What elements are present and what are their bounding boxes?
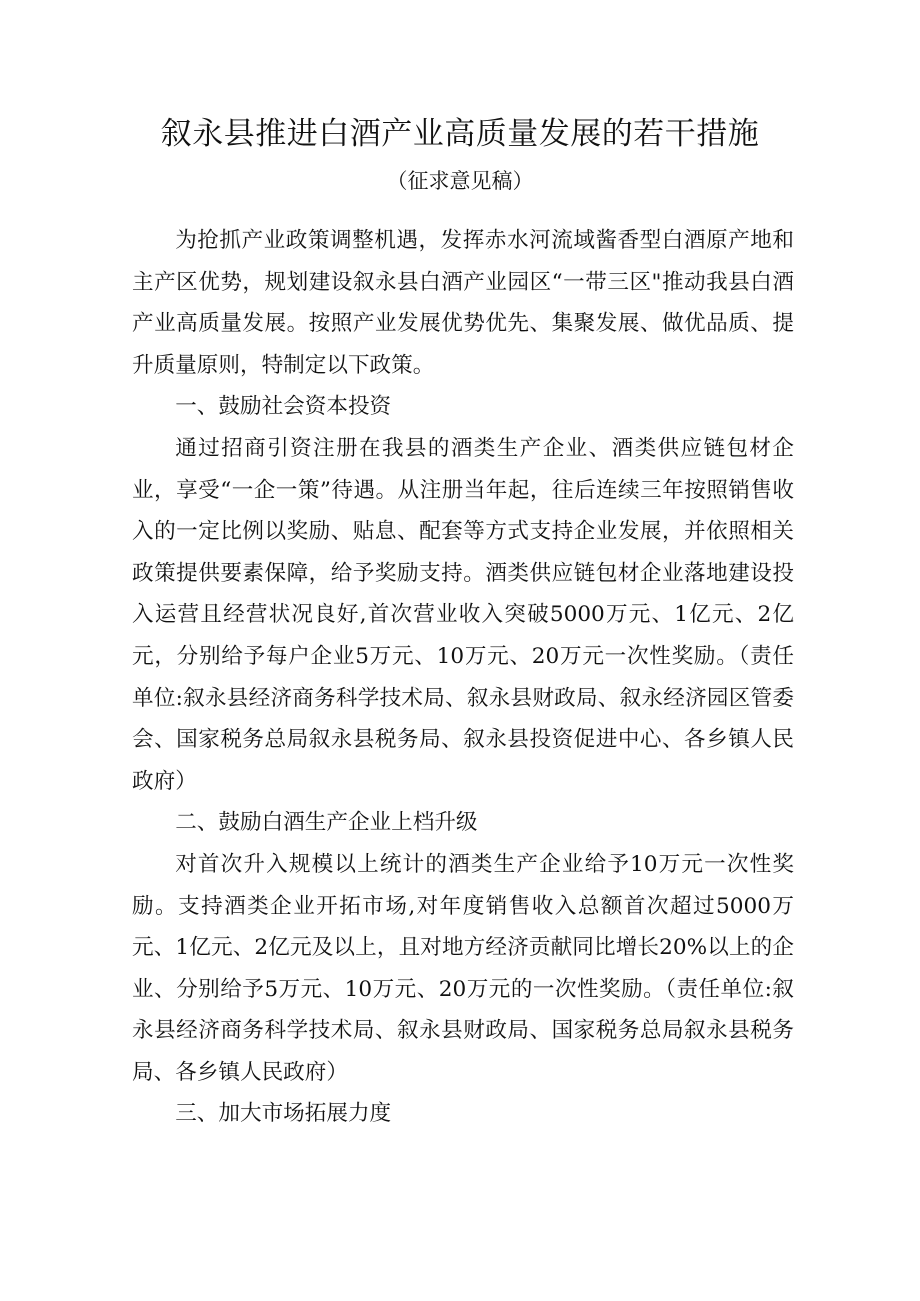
document-title: 叙永县推进白酒产业高质量发展的若干措施 bbox=[160, 116, 760, 152]
section-1-paragraph: 通过招商引资注册在我县的酒类生产企业、酒类供应链包材企业，享受“一企一策”待遇。从注册当年起，往后连续三年按照销售收入的一定比例以奖励、贴息、配套等方式支持企业发展，并依照相关政策提供要素保障，给予奖励支持。酒类供应链包材企业落地建设投入运营且经营状况良好,首次营业收入突破5000万元、1亿元、2亿元，分别给予每户企业5万元、10万元、20万元一次性奖励。（责任单位:叙永县经济商务科学技术局、叙永县财政局、叙永经济园区管委会、国家税务总局叙永县税务局、叙永县投资促进中心、各乡镇人民政府） bbox=[132, 435, 794, 794]
intro-paragraph: 为抢抓产业政策调整机遇，发挥赤水河流域酱香型白酒原产地和主产区优势，规划建设叙永县白酒产业园区“一带三区"推动我县白酒产业高质量发展。按照产业发展优势优先、集聚发展、做优品质、提升质量原则，特制定以下政策。 bbox=[132, 228, 794, 378]
document-body bbox=[132, 220, 794, 1135]
section-2-paragraph: 对首次升入规模以上统计的酒类生产企业给予10万元一次性奖励。支持酒类企业开拓市场,对年度销售收入总额首次超过5000万元、1亿元、2亿元及以上，且对地方经济贡献同比增长20%以上的企业、分别给予5万元、10万元、20万元的一次性奖励。（责任单位:叙永县经济商务科学技术局、叙永县财政局、国家税务总局叙永县税务局、各乡镇人民政府） bbox=[132, 851, 794, 1085]
section-heading-2: 二、鼓励白酒生产企业上档升级 bbox=[175, 810, 478, 836]
document-subtitle: （征求意见稿） bbox=[386, 169, 534, 193]
section-heading-1: 一、鼓励社会资本投资 bbox=[175, 394, 392, 420]
section-heading-3: 三、加大市场拓展力度 bbox=[175, 1101, 392, 1127]
